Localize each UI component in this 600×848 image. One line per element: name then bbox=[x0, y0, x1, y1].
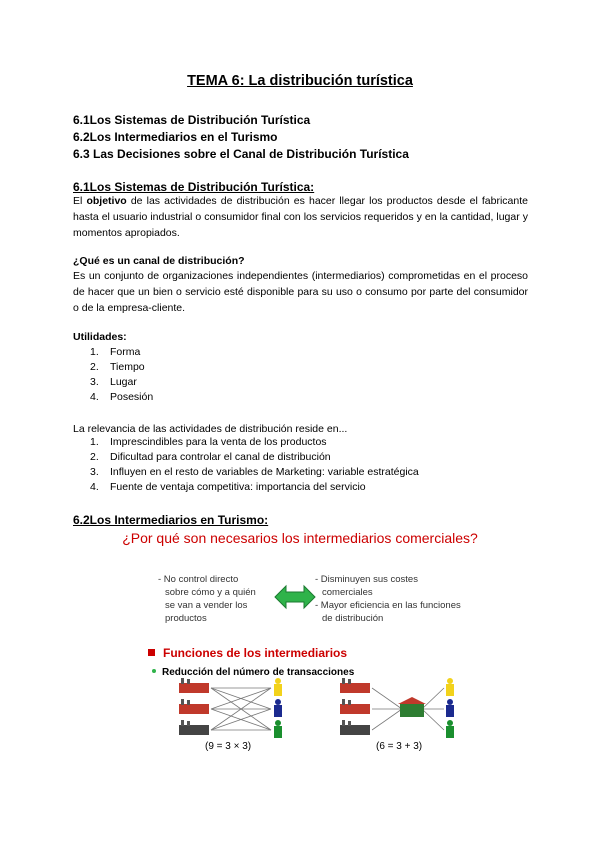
toc-item-2: 6.2Los Intermediarios en el Turismo bbox=[73, 130, 278, 144]
list-item: 4. Fuente de ventaja competitiva: importancia del servicio bbox=[90, 481, 366, 493]
toc-item-1: 6.1Los Sistemas de Distribución Turística bbox=[73, 113, 311, 127]
factory-icon bbox=[179, 678, 209, 735]
intermediary-transactions-diagram bbox=[338, 675, 468, 743]
store-icon bbox=[398, 697, 426, 717]
intermediaries-question: ¿Por qué son necesarios los intermediarios comerciales? bbox=[122, 530, 478, 546]
equation-left: (9 = 3 × 3) bbox=[205, 741, 252, 752]
section-1-heading: 6.1Los Sistemas de Distribución Turística: bbox=[73, 180, 315, 194]
functions-heading: Funciones de los intermediarios bbox=[148, 644, 347, 662]
list-item: 2. Tiempo bbox=[90, 361, 145, 373]
relevancia-intro: La relevancia de las actividades de distribución reside en... bbox=[73, 423, 348, 435]
list-item: 3. Influyen en el resto de variables de Marketing: variable estratégica bbox=[90, 466, 419, 478]
objective-text-rest: de las actividades de distribución es hacer llegar los productos desde el fabricante hasta el usuario industrial o consumidor final con los servicios requeridos y en la cantidad, lugar y momentos apropiados. bbox=[73, 195, 528, 239]
canal-definition: Es un conjunto de organizaciones independientes (intermediarios) comprometidas en el proceso de hacer que un bien o servicio esté disponible para su uso o consumo por parte del consumidor o de la empresa-cliente. bbox=[73, 270, 528, 314]
intermediary-benefits: - Disminuyen sus costes comerciales - Mayor eficiencia en las funciones de distribución bbox=[315, 574, 461, 624]
list-item: 3. Lugar bbox=[90, 376, 137, 388]
canal-question: ¿Qué es un canal de distribución? bbox=[73, 255, 245, 267]
list-item: 2. Dificultad para controlar el canal de distribución bbox=[90, 451, 331, 463]
list-item: 4. Posesión bbox=[90, 391, 154, 403]
toc-item-3: 6.3 Las Decisiones sobre el Canal de Distribución Turística bbox=[73, 147, 409, 161]
objective-paragraph bbox=[73, 193, 528, 241]
bullet-icon bbox=[148, 649, 155, 656]
section-2-heading: 6.2Los Intermediarios en Turismo: bbox=[73, 513, 269, 527]
producer-reasons: - No control directo sobre cómo y a quién se van a vender los productos bbox=[158, 574, 256, 624]
bullet-icon bbox=[152, 669, 156, 673]
functions-subheading: Reducción del número de transacciones bbox=[152, 662, 354, 680]
list-item: 1. Forma bbox=[90, 346, 141, 358]
objective-text-start: El bbox=[73, 195, 87, 207]
double-arrow-icon bbox=[274, 584, 316, 610]
consumer-icon bbox=[446, 678, 454, 738]
objective-bold: objetivo bbox=[86, 195, 127, 207]
list-item: 1. Imprescindibles para la venta de los productos bbox=[90, 436, 327, 448]
equation-right: (6 = 3 + 3) bbox=[376, 741, 423, 752]
factory-icon bbox=[340, 678, 370, 735]
utilidades-label: Utilidades: bbox=[73, 331, 127, 343]
direct-transactions-diagram bbox=[175, 675, 295, 743]
page-title: TEMA 6: La distribución turística bbox=[187, 73, 413, 89]
consumer-icon bbox=[274, 678, 282, 738]
